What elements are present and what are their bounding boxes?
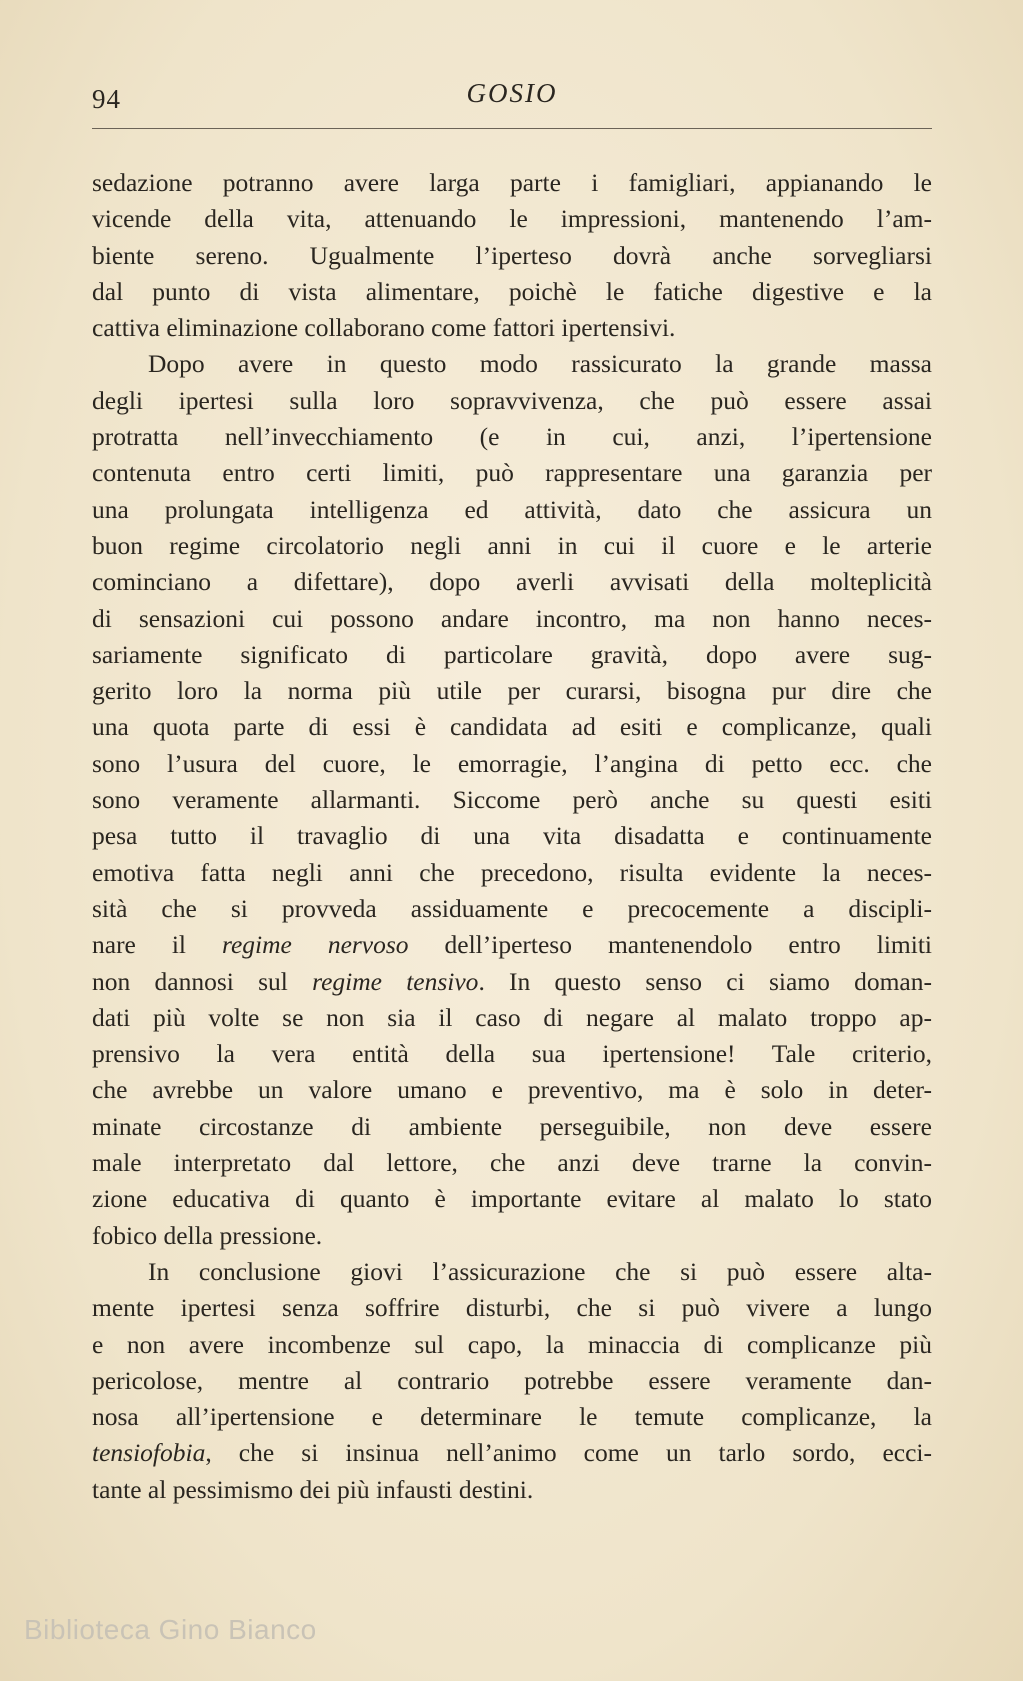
text-line: Dopo avere in questo modo rassicurato la grande massa [148,349,932,379]
text-line: fobico della pressione. [92,1220,323,1250]
text-line: In conclusione giovi l’assicurazione che si può essere alta- [148,1256,932,1286]
text-line: sono l’usura del cuore, le emorragie, l’angina di petto ecc. che [92,748,932,778]
header-rule [92,128,932,129]
library-watermark: Biblioteca Gino Bianco [24,1614,317,1645]
text-line: vicende della vita, attenuando le impressioni, mantenendo l’am- [92,204,932,234]
text-line: emotiva fatta negli anni che precedono, risulta evidente la neces- [92,857,932,887]
text-line: nosa all’ipertensione e determinare le temute complicanze, la [92,1402,932,1432]
text-line: sariamente significato di particolare gravità, dopo avere sug- [92,639,932,669]
text-line: tensiofobia, che si insinua nell’animo come un tarlo sordo, ecci- [92,1438,932,1468]
page-number: 94 [92,84,121,114]
text-line: non dannosi sul regime tensivo. In questo senso ci siamo doman- [92,966,932,996]
text-line: protratta nell’invecchiamento (e in cui, anzi, l’ipertensione [92,422,932,452]
text-line: cominciano a difettare), dopo averli avvisati della molteplicità [92,567,932,597]
text-line: sono veramente allarmanti. Siccome però anche su questi esiti [92,785,932,815]
running-head: GOSIO [466,78,558,108]
text-line: male interpretato dal lettore, che anzi deve trarne la convin- [92,1148,932,1178]
text-line: una quota parte di essi è candidata ad esiti e complicanze, quali [92,712,932,742]
text-line: cattiva eliminazione collaborano come fattori ipertensivi. [92,313,676,343]
text-line: minate circostanze di ambiente perseguibile, non deve essere [92,1111,932,1141]
page-header [92,78,932,118]
text-line: zione educativa di quanto è importante evitare al malato lo stato [92,1184,932,1214]
body-text [92,165,932,1508]
text-line: mente ipertesi senza soffrire disturbi, che si può vivere a lungo [92,1293,932,1323]
text-line: biente sereno. Ugualmente l’iperteso dovrà anche sorvegliarsi [92,240,932,270]
text-line: contenuta entro certi limiti, può rappresentare una garanzia per [92,458,932,488]
text-line: degli ipertesi sulla loro sopravvivenza, che può essere assai [92,385,932,415]
text-line: pesa tutto il travaglio di una vita disadatta e continuamente [92,821,932,851]
text-line: tante al pessimismo dei più infausti destini. [92,1474,534,1504]
text-line: gerito loro la norma più utile per curarsi, bisogna pur dire che [92,676,932,706]
text-line: pericolose, mentre al contrario potrebbe essere veramente dan- [92,1365,932,1395]
text-line: sedazione potranno avere larga parte i famigliari, appianando le [92,168,932,197]
text-line: prensivo la vera entità della sua ipertensione! Tale criterio, [92,1039,932,1069]
text-line: di sensazioni cui possono andare incontro, ma non hanno neces- [92,603,932,633]
text-line: nare il regime nervoso dell’iperteso mantenendolo entro limiti [92,930,932,960]
text-line: dati più volte se non sia il caso di negare al malato troppo ap- [92,1002,932,1032]
text-line: e non avere incombenze sul capo, la minaccia di complicanze più [92,1329,932,1359]
text-line: che avrebbe un valore umano e preventivo, ma è solo in deter- [92,1075,932,1105]
text-line: buon regime circolatorio negli anni in cui il cuore e le arterie [92,530,932,560]
text-line: una prolungata intelligenza ed attività, dato che assicura un [92,494,932,524]
text-line: sità che si provveda assiduamente e precocemente a discipli- [92,893,932,923]
text-line: dal punto di vista alimentare, poichè le fatiche digestive e la [92,276,932,306]
